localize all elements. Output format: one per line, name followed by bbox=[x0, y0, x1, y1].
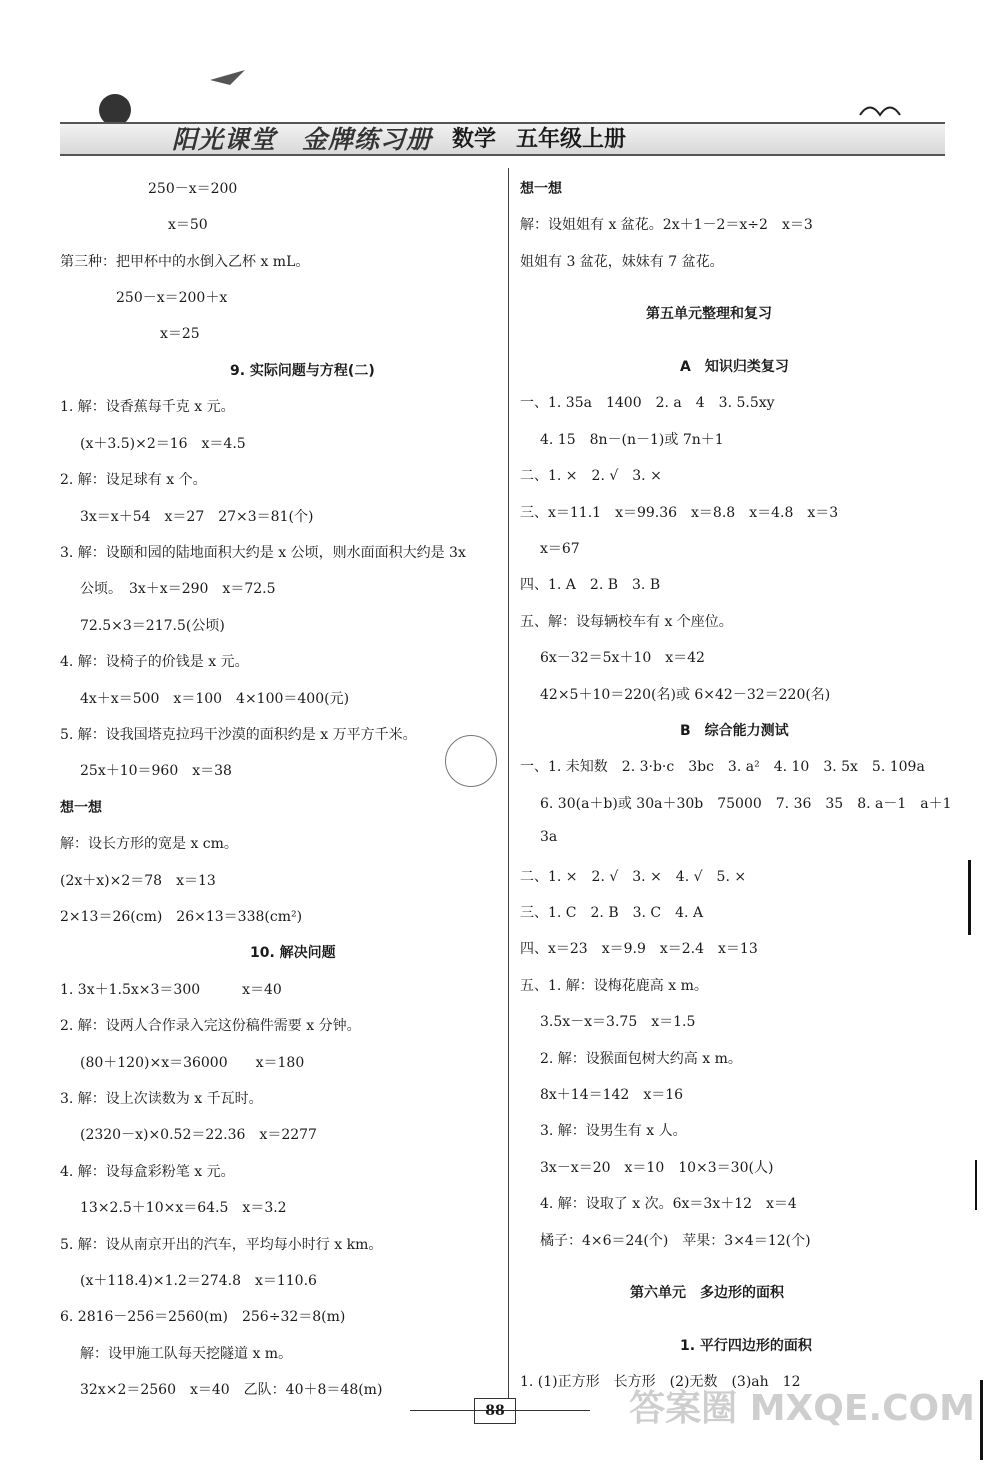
answer-line: 一、1. 未知数 2. 3·b·c 3bc 3. a² 4. 10 3. 5x 5. 109a bbox=[520, 759, 925, 775]
answer-line: 3a bbox=[540, 829, 558, 845]
answer-line: 2×13＝26(cm) 26×13＝338(cm²) bbox=[60, 909, 303, 925]
section-heading: B 综合能力测试 bbox=[680, 723, 789, 739]
answer-line: 一、1. 35a 1400 2. a 4 3. 5.5xy bbox=[520, 395, 775, 411]
page-header bbox=[60, 70, 945, 160]
answer-line: 4. 15 8n－(n－1)或 7n＋1 bbox=[540, 432, 724, 448]
answer-line: 三、x＝11.1 x＝99.36 x＝8.8 x＝4.8 x＝3 bbox=[520, 505, 839, 521]
column-divider bbox=[508, 168, 509, 1398]
answer-line: x＝25 bbox=[160, 326, 200, 342]
answer-line: 3x－x＝20 x＝10 10×3＝30(人) bbox=[540, 1160, 774, 1176]
answer-line: 1. 3x＋1.5x×3＝300 x＝40 bbox=[60, 982, 282, 998]
answer-line: 4. 解：设取了 x 次。6x＝3x＋12 x＝4 bbox=[540, 1196, 797, 1212]
answer-line: 72.5×3＝217.5(公顷) bbox=[80, 618, 225, 634]
answer-line: 1. 解：设香蕉每千克 x 元。 bbox=[60, 399, 235, 415]
answer-line: (2320－x)×0.52＝22.36 x＝2277 bbox=[80, 1127, 317, 1143]
answer-line: 四、x＝23 x＝9.9 x＝2.4 x＝13 bbox=[520, 941, 758, 957]
answer-line: 三、1. C 2. B 3. C 4. A bbox=[520, 905, 704, 921]
answer-line: 32x×2＝2560 x＝40 乙队：40＋8＝48(m) bbox=[80, 1382, 383, 1398]
answer-line: 解：设姐姐有 x 盆花。2x＋1－2＝x÷2 x＝3 bbox=[520, 217, 813, 233]
answer-line: 3. 解：设上次读数为 x 千瓦时。 bbox=[60, 1091, 263, 1107]
answer-line: (x＋3.5)×2＝16 x＝4.5 bbox=[80, 436, 246, 452]
section-heading: 想一想 bbox=[520, 181, 562, 197]
answer-line: 3.5x－x＝3.75 x＝1.5 bbox=[540, 1014, 696, 1030]
answer-line: 6. 2816－256＝2560(m) 256÷32＝8(m) bbox=[60, 1309, 346, 1325]
answer-line: 2. 解：设足球有 x 个。 bbox=[60, 472, 207, 488]
answer-line: 6x－32＝5x＋10 x＝42 bbox=[540, 650, 705, 666]
answer-line: 二、1. × 2. √ 3. × 4. √ 5. × bbox=[520, 869, 747, 885]
answer-line: 13×2.5＋10×x＝64.5 x＝3.2 bbox=[80, 1200, 287, 1216]
answer-line: 第三种：把甲杯中的水倒入乙杯 x mL。 bbox=[60, 254, 310, 270]
section-heading: 第六单元 多边形的面积 bbox=[630, 1285, 784, 1301]
grade-label: 五年级上册 bbox=[516, 127, 627, 152]
answer-line: 2. 解：设猴面包树大约高 x m。 bbox=[540, 1051, 742, 1067]
answer-line: 五、解：设每辆校车有 x 个座位。 bbox=[520, 614, 733, 630]
answer-line: 5. 解：设我国塔克拉玛干沙漠的面积约是 x 万平方千米。 bbox=[60, 727, 417, 743]
section-heading: A 知识归类复习 bbox=[680, 359, 789, 375]
edge-mark bbox=[975, 1160, 977, 1210]
answer-line: 3x＝x＋54 x＝27 27×3＝81(个) bbox=[80, 509, 314, 525]
answer-line: (x＋118.4)×1.2＝274.8 x＝110.6 bbox=[80, 1273, 317, 1289]
answer-line: 4x＋x＝500 x＝100 4×100＝400(元) bbox=[80, 691, 350, 707]
answer-line: (80＋120)×x＝36000 x＝180 bbox=[80, 1055, 305, 1071]
section-heading: 9. 实际问题与方程(二) bbox=[230, 363, 375, 379]
answer-line: (2x＋x)×2＝78 x＝13 bbox=[60, 873, 216, 889]
answer-line: 五、1. 解：设梅花鹿高 x m。 bbox=[520, 978, 708, 994]
answer-line: 5. 解：设从南京开出的汽车，平均每小时行 x km。 bbox=[60, 1237, 383, 1253]
answer-line: 42×5＋10＝220(名)或 6×42－32＝220(名) bbox=[540, 687, 831, 703]
answer-line: 姐姐有 3 盆花，妹妹有 7 盆花。 bbox=[520, 254, 724, 270]
stamp-icon bbox=[445, 735, 497, 787]
answer-line: 250－x＝200＋x bbox=[116, 290, 228, 306]
answer-line: 解：设甲施工队每天挖隧道 x m。 bbox=[80, 1346, 293, 1362]
book-title: 阳光课堂 金牌练习册 bbox=[172, 125, 433, 154]
page-number: 88 bbox=[474, 1398, 516, 1424]
answer-line: 四、1. A 2. B 3. B bbox=[520, 577, 661, 593]
answer-line: 2. 解：设两人合作录入完这份稿件需要 x 分钟。 bbox=[60, 1018, 361, 1034]
answer-line: 公顷。 3x＋x＝290 x＝72.5 bbox=[80, 581, 276, 597]
answer-line: 3. 解：设男生有 x 人。 bbox=[540, 1123, 687, 1139]
answer-line: 250－x＝200 bbox=[148, 181, 238, 197]
answer-line: 1. (1)正方形 长方形 (2)无数 (3)ah 12 bbox=[520, 1374, 801, 1390]
edge-mark bbox=[980, 1380, 983, 1460]
answer-line: x＝67 bbox=[540, 541, 580, 557]
watermark: 答案圈 MXQE.COM bbox=[629, 1388, 975, 1429]
answer-line: 二、1. × 2. √ 3. × bbox=[520, 468, 662, 484]
section-heading: 想一想 bbox=[60, 800, 102, 816]
subject-label: 数学 bbox=[452, 127, 497, 152]
answer-line: 25x＋10＝960 x＝38 bbox=[80, 763, 232, 779]
edge-mark bbox=[968, 860, 971, 935]
answer-line: x＝50 bbox=[168, 217, 208, 233]
answer-line: 橘子：4×6＝24(个) 苹果：3×4＝12(个) bbox=[540, 1233, 811, 1249]
answer-line: 4. 解：设每盒彩粉笔 x 元。 bbox=[60, 1164, 235, 1180]
answer-line: 6. 30(a＋b)或 30a＋30b 75000 7. 36 35 8. a－1 a＋1 bbox=[540, 796, 952, 812]
answer-line: 8x＋14＝142 x＝16 bbox=[540, 1087, 684, 1103]
section-heading: 1. 平行四边形的面积 bbox=[680, 1338, 812, 1354]
section-heading: 第五单元整理和复习 bbox=[646, 306, 772, 322]
answer-line: 4. 解：设椅子的价钱是 x 元。 bbox=[60, 654, 249, 670]
section-heading: 10. 解决问题 bbox=[250, 945, 336, 961]
answer-line: 解：设长方形的宽是 x cm。 bbox=[60, 836, 238, 852]
answer-line: 3. 解：设颐和园的陆地面积大约是 x 公顷，则水面面积大约是 3x bbox=[60, 545, 466, 561]
